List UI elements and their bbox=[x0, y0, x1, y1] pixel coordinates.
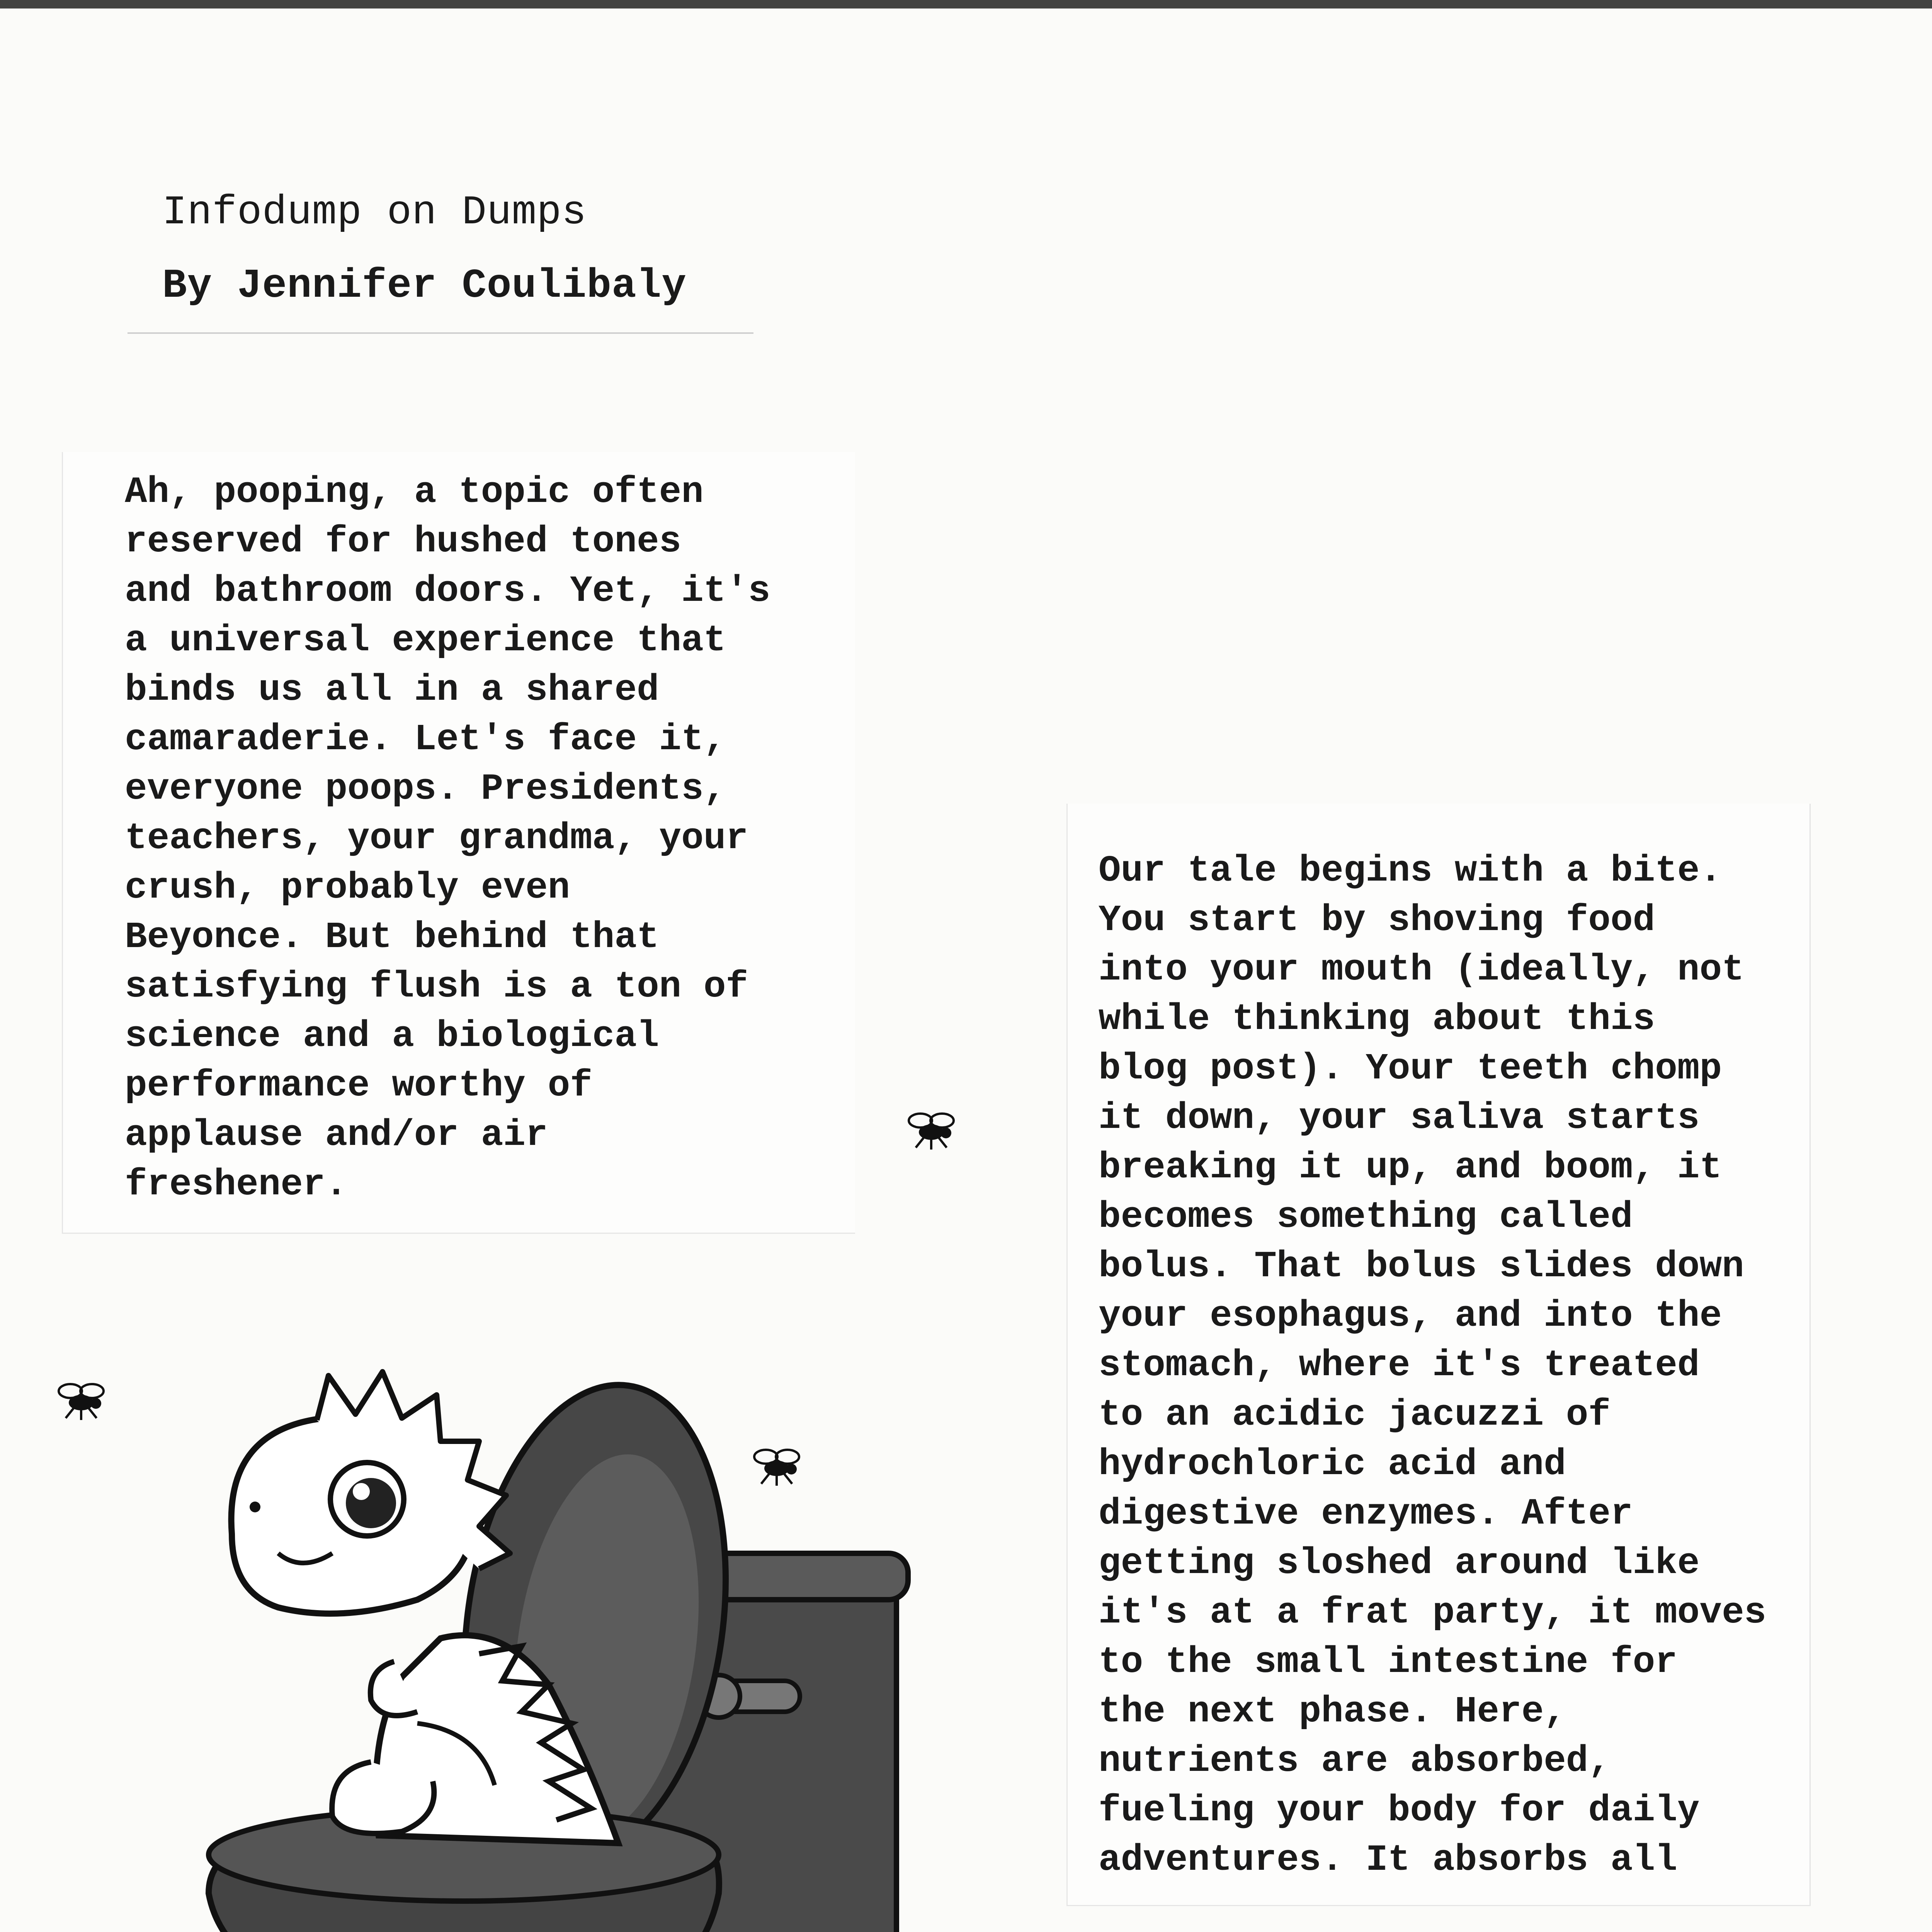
header-divider bbox=[128, 332, 753, 334]
column-2-text: Our tale begins with a bite. You start by shoving food into your mouth (ideally, not while thinking about this blog post). Your teeth chomp it down, your saliva starts breaking it up, and boom, it becomes something called bolus. That bolus slides down your esophagus, and into the stomach, where it's treated to an acidic jacuzzi of hydrochloric acid and digestive enzymes. After getting sloshed around like it's at a frat party, it moves to the small intestine for the next phase. Here, nutrients are absorbed, fueling your body for daily adventures. It absorbs all bbox=[1099, 850, 1767, 1881]
fly-icon bbox=[50, 1379, 112, 1422]
text-column-2 bbox=[1066, 804, 1811, 1906]
fly-icon bbox=[900, 1109, 962, 1151]
article-header bbox=[128, 182, 753, 340]
text-column-1 bbox=[62, 452, 855, 1234]
article-title: Infodump on Dumps bbox=[162, 189, 587, 236]
dinosaur-on-toilet-illustration bbox=[201, 1352, 935, 1932]
article-byline: By Jennifer Coulibaly bbox=[162, 263, 687, 309]
column-1-text: Ah, pooping, a topic often reserved for hushed tones and bathroom doors. Yet, it's a universal experience that binds us all in a shared camaraderie. Let's face it, everyone poops. Presidents, teachers, your grandma, your crush, probably even Beyonce. But behind that satisfying flush is a ton of science and a biological performance worthy of applause and/or air freshener. bbox=[125, 471, 770, 1206]
page-top-edge bbox=[0, 0, 1932, 9]
